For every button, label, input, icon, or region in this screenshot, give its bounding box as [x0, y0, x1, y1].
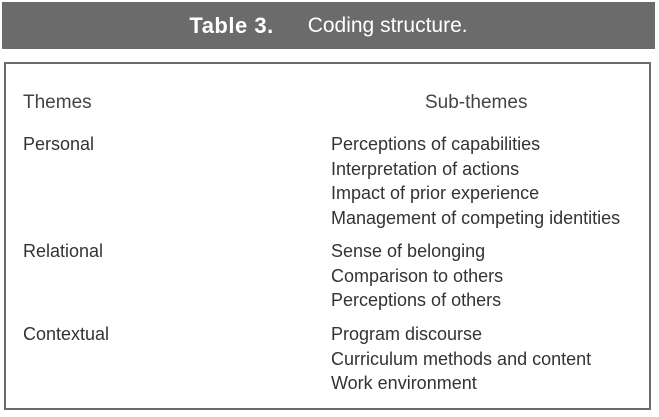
subtheme-item: Management of competing identities [331, 207, 621, 228]
theme-cell: Relational [23, 241, 104, 261]
subtheme-list [331, 239, 503, 313]
table-number: Table 3. [189, 12, 274, 38]
subtheme-list [331, 132, 620, 230]
subtheme-item: Work environment [331, 373, 477, 393]
subtheme-item: Interpretation of actions [331, 158, 520, 179]
subtheme-item: Program discourse [331, 324, 483, 344]
theme-cell: Personal [23, 134, 95, 154]
subtheme-item: Comparison to others [331, 265, 504, 286]
table-title: Coding structure. [307, 13, 468, 37]
subtheme-item: Impact of prior experience [331, 183, 540, 203]
subtheme-item: Perceptions of others [331, 290, 502, 310]
column-header-subthemes: Sub-themes [425, 92, 528, 113]
table-caption-bar [2, 2, 655, 49]
subtheme-list [331, 322, 591, 396]
subtheme-item: Perceptions of capabilities [331, 134, 541, 154]
theme-cell: Contextual [23, 324, 110, 344]
subtheme-item: Curriculum methods and content [331, 348, 592, 369]
coding-structure-table [4, 62, 651, 410]
subtheme-item: Sense of belonging [331, 241, 486, 261]
column-header-themes: Themes [23, 92, 92, 113]
